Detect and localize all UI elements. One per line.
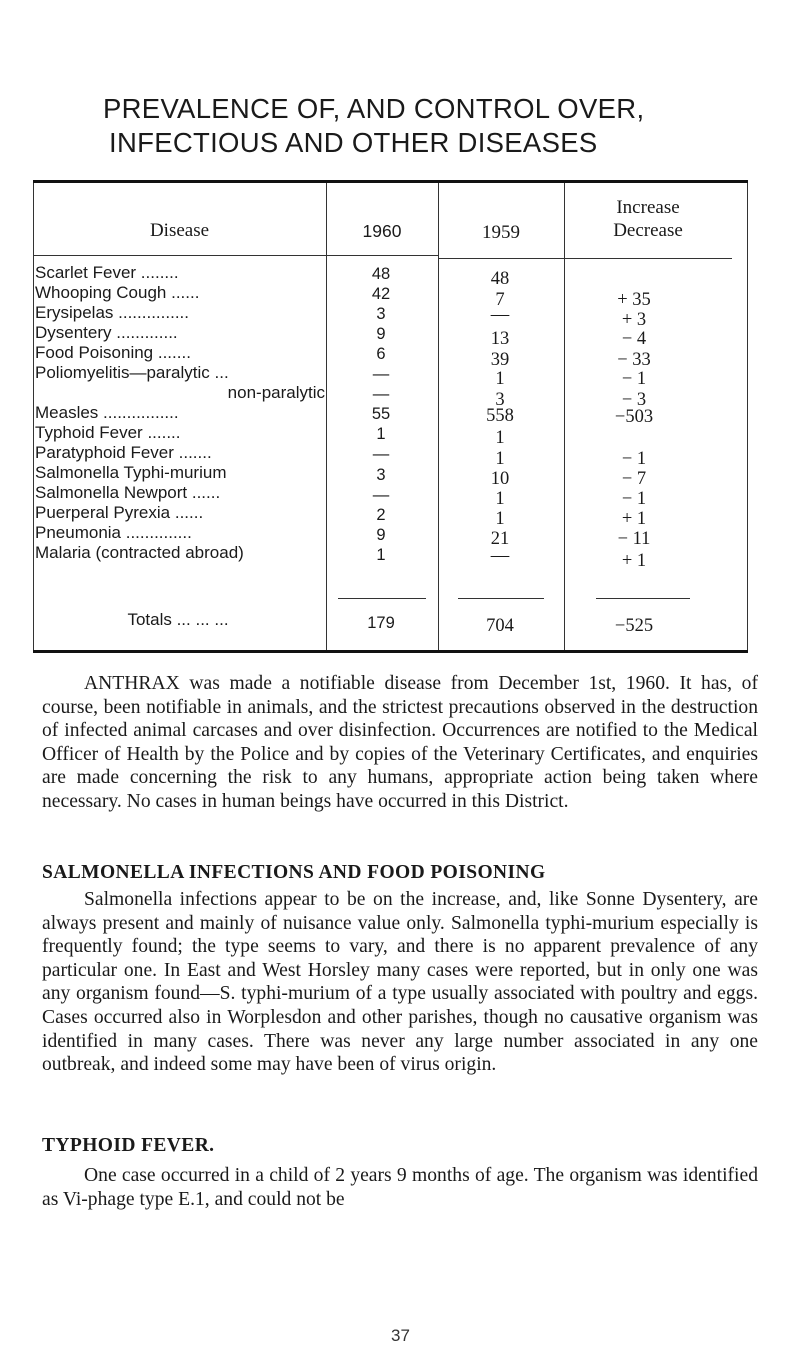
value-1960: 1 — [376, 546, 386, 564]
typhoid-paragraph: One case occurred in a child of 2 years 9 months of age. The organism was identified as Vi-phage type E.1, and could not be — [42, 1165, 758, 1210]
value-change: − 7 — [621, 469, 647, 489]
salmonella-paragraph: Salmonella infections appear to be on the increase, and, like Sonne Dysentery, are always present and mainly of nuisance value only. Salmonella typhi-murium especially is frequently found; the type seems to vary, and there is no apparent prevalence of any particular one. In East and West Horsley many cases were reported, but in only one was any organism found—S. typhi-murium of a type usually associated with poultry and eggs. Cases occurred also in Worplesdon and other parishes, though no causative organism was identified in many cases. There was never any large number associated in any one outbreak, and indeed some may have been of virus origin. — [42, 889, 758, 1076]
header-decrease: Decrease — [613, 220, 683, 241]
value-change: − 4 — [621, 329, 647, 349]
total-change: −525 — [614, 616, 654, 636]
disease-name: Poliomyelitis—paralytic ... — [35, 363, 229, 382]
value-1959: 10 — [490, 469, 510, 489]
header-rule-1959 — [438, 258, 564, 259]
table-right-border — [747, 183, 748, 653]
value-1960: — — [372, 385, 390, 403]
table-top-rule — [33, 180, 748, 183]
table-bottom-rule — [33, 650, 748, 653]
value-change: + 1 — [621, 551, 647, 571]
value-1960: 9 — [376, 526, 386, 544]
salmonella-heading: SALMONELLA INFECTIONS AND FOOD POISONING — [42, 862, 546, 883]
title-line-2: INFECTIOUS AND OTHER DISEASES — [109, 127, 598, 158]
value-1960: 9 — [376, 325, 386, 343]
value-1960: 6 — [376, 345, 386, 363]
anthrax-paragraph: ANTHRAX was made a notifiable disease from December 1st, 1960. It has, of course, been notifiable in animals, and the strictest precautions observed in the destruction of infected animal carcases and over disinfection. Occurrences are notified to the Medical Officer of Health by the Police and by copies of the Veterinary Certificates, and enquiries are made concerning the risk to any humans, appropriate action being taken where necessary. No cases in human beings have occurred in this District. — [42, 673, 758, 812]
value-1959: — — [490, 305, 510, 325]
value-1959: 13 — [490, 329, 510, 349]
value-1959: — — [490, 546, 510, 566]
value-1960: — — [372, 365, 390, 383]
disease-table — [33, 180, 748, 655]
value-1959: 21 — [490, 529, 510, 549]
disease-name: Whooping Cough ...... — [35, 283, 200, 302]
value-change: + 35 — [617, 290, 651, 310]
disease-name: non-paralytic — [227, 383, 325, 402]
header-disease: Disease — [149, 220, 210, 241]
total-1959: 704 — [486, 616, 514, 636]
typhoid-heading: TYPHOID FEVER. — [42, 1135, 215, 1156]
value-1959: 1 — [495, 489, 505, 509]
value-1959: 558 — [486, 406, 514, 426]
value-change: − 11 — [617, 529, 651, 549]
totals-rule-1960 — [338, 598, 426, 599]
header-increase: Increase — [616, 197, 680, 218]
disease-name: Salmonella Typhi-murium — [35, 463, 227, 482]
disease-name: Malaria (contracted abroad) — [35, 543, 244, 562]
value-1959: 1 — [495, 428, 505, 448]
total-1960: 179 — [367, 614, 395, 632]
value-1960: — — [372, 486, 390, 504]
value-1960: 2 — [376, 506, 386, 524]
header-rule-disease — [33, 255, 326, 256]
value-change: −503 — [614, 407, 654, 427]
header-1960: 1960 — [362, 221, 402, 241]
totals-rule-1959 — [458, 598, 544, 599]
totals-label: Totals ... ... ... — [127, 610, 229, 629]
value-1960: 3 — [376, 466, 386, 484]
value-change: + 1 — [621, 509, 647, 529]
value-change: − 33 — [617, 350, 651, 370]
header-1959: 1959 — [482, 222, 520, 243]
page-number: 37 — [391, 1326, 410, 1345]
header-rule-change — [564, 258, 732, 259]
value-1959: 3 — [495, 390, 505, 410]
value-1960: 3 — [376, 305, 386, 323]
disease-name: Food Poisoning ....... — [35, 343, 191, 362]
value-1959: 39 — [490, 350, 510, 370]
disease-name: Measles ................ — [35, 403, 179, 422]
page-title — [103, 92, 723, 160]
disease-name: Salmonella Newport ...... — [35, 483, 221, 502]
value-1960: — — [372, 445, 390, 463]
table-left-border — [33, 183, 34, 653]
disease-name: Scarlet Fever ........ — [35, 263, 179, 282]
value-change: − 1 — [621, 449, 647, 469]
value-1960: 48 — [371, 265, 391, 283]
value-change: + 3 — [621, 310, 647, 330]
header-rule-1960 — [326, 255, 438, 256]
title-line-1: PREVALENCE OF, AND CONTROL OVER, — [103, 93, 645, 124]
value-change: − 1 — [621, 369, 647, 389]
disease-name: Puerperal Pyrexia ...... — [35, 503, 204, 522]
totals-rule-change — [596, 598, 690, 599]
disease-name: Typhoid Fever ....... — [35, 423, 181, 442]
value-1959: 48 — [490, 269, 510, 289]
value-1960: 1 — [376, 425, 386, 443]
value-1960: 55 — [371, 405, 391, 423]
value-1960: 42 — [371, 285, 391, 303]
value-change: − 3 — [621, 390, 647, 410]
disease-name: Paratyphoid Fever ....... — [35, 443, 212, 462]
disease-name: Pneumonia .............. — [35, 523, 192, 542]
disease-name: Dysentery ............. — [35, 323, 178, 342]
value-1959: 1 — [495, 369, 505, 389]
value-1959: 7 — [495, 290, 505, 310]
value-change: − 1 — [621, 489, 647, 509]
value-1959: 1 — [495, 509, 505, 529]
value-1959: 1 — [495, 449, 505, 469]
disease-name: Erysipelas ............... — [35, 303, 189, 322]
